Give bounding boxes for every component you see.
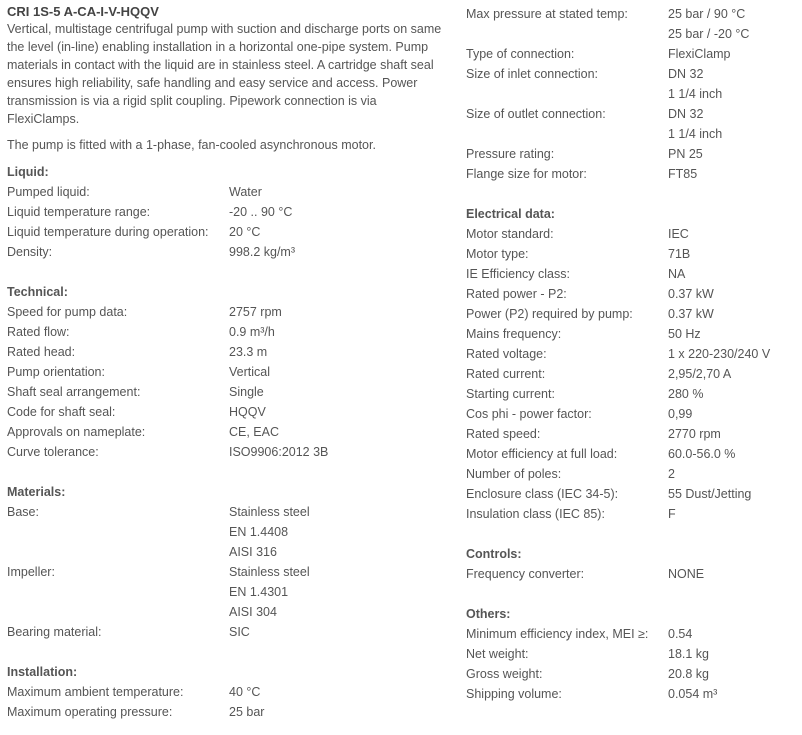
spec-value: SIC bbox=[229, 625, 250, 639]
right-spec-sections bbox=[466, 4, 796, 704]
spec-value: AISI 316 bbox=[229, 545, 277, 559]
spec-label: Rated voltage: bbox=[466, 347, 547, 361]
spec-value: 1 1/4 inch bbox=[668, 127, 723, 141]
spec-value: Stainless steel bbox=[229, 565, 310, 579]
spec-values bbox=[668, 364, 731, 384]
spec-row bbox=[7, 402, 447, 422]
spec-values bbox=[668, 164, 697, 184]
spec-values bbox=[229, 422, 279, 442]
spec-row bbox=[466, 4, 796, 44]
spec-values bbox=[668, 304, 714, 324]
spec-label: Code for shaft seal: bbox=[7, 405, 116, 419]
spec-value: 60.0-56.0 % bbox=[668, 447, 736, 461]
spec-label: Maximum ambient temperature: bbox=[7, 685, 184, 699]
spec-values bbox=[668, 104, 722, 144]
spec-row bbox=[7, 342, 447, 362]
spec-label: Motor efficiency at full load: bbox=[466, 447, 618, 461]
spec-label: Max pressure at stated temp: bbox=[466, 7, 628, 21]
spec-value: 0.54 bbox=[668, 627, 693, 641]
spec-value: Stainless steel bbox=[229, 505, 310, 519]
spec-value: FT85 bbox=[668, 167, 698, 181]
spec-row bbox=[7, 322, 447, 342]
spec-row bbox=[466, 164, 796, 184]
spec-values bbox=[668, 244, 690, 264]
spec-row bbox=[7, 702, 447, 722]
spec-row bbox=[466, 564, 796, 584]
spec-label: Insulation class (IEC 85): bbox=[466, 507, 605, 521]
spec-row bbox=[7, 302, 447, 322]
spec-value: 2757 rpm bbox=[229, 305, 282, 319]
spec-row bbox=[466, 64, 796, 104]
spec-values bbox=[668, 484, 751, 504]
spec-label: Liquid temperature during operation: bbox=[7, 225, 209, 239]
spec-row bbox=[466, 224, 796, 244]
spec-label: Maximum operating pressure: bbox=[7, 705, 173, 719]
spec-row bbox=[7, 442, 447, 462]
spec-values bbox=[668, 464, 675, 484]
spec-row bbox=[7, 382, 447, 402]
spec-row bbox=[466, 664, 796, 684]
section-spacer bbox=[7, 262, 447, 282]
spec-value: 0.9 m³/h bbox=[229, 325, 275, 339]
spec-value: 1 1/4 inch bbox=[668, 87, 723, 101]
spec-value: 280 % bbox=[668, 387, 704, 401]
spec-values bbox=[229, 362, 270, 382]
spec-label: Rated current: bbox=[466, 367, 546, 381]
spec-value: CE, EAC bbox=[229, 425, 280, 439]
spec-value: 0.37 kW bbox=[668, 307, 714, 321]
spec-values bbox=[668, 404, 692, 424]
spec-label: Speed for pump data: bbox=[7, 305, 128, 319]
spec-value: Single bbox=[229, 385, 264, 399]
spec-row bbox=[466, 324, 796, 344]
spec-value: 71B bbox=[668, 247, 691, 261]
spec-row bbox=[7, 622, 447, 642]
spec-row bbox=[7, 562, 447, 622]
spec-section bbox=[7, 642, 447, 722]
spec-value: 20.8 kg bbox=[668, 667, 710, 681]
spec-label: Net weight: bbox=[466, 647, 529, 661]
spec-label: Type of connection: bbox=[466, 47, 575, 61]
spec-values bbox=[668, 144, 703, 164]
spec-label: Curve tolerance: bbox=[7, 445, 99, 459]
spec-values bbox=[668, 444, 735, 464]
spec-value: 40 °C bbox=[229, 685, 261, 699]
spec-label: Frequency converter: bbox=[466, 567, 585, 581]
spec-value: 2,95/2,70 A bbox=[668, 367, 732, 381]
spec-values bbox=[668, 684, 717, 704]
spec-row bbox=[7, 202, 447, 222]
spec-values bbox=[668, 324, 701, 344]
spec-values bbox=[668, 264, 685, 284]
spec-value: 20 °C bbox=[229, 225, 261, 239]
spec-values bbox=[229, 182, 262, 202]
section-heading: Technical: bbox=[7, 285, 68, 299]
spec-label: Rated speed: bbox=[466, 427, 541, 441]
spec-label: Motor type: bbox=[466, 247, 529, 261]
spec-values bbox=[229, 682, 260, 702]
section-heading: Controls: bbox=[466, 547, 522, 561]
spec-values bbox=[229, 202, 292, 222]
spec-row bbox=[466, 684, 796, 704]
spec-section bbox=[466, 584, 796, 704]
spec-value: 0.054 m³ bbox=[668, 687, 718, 701]
spec-label: Pumped liquid: bbox=[7, 185, 90, 199]
spec-section bbox=[466, 184, 796, 524]
spec-value: HQQV bbox=[229, 405, 266, 419]
spec-label: Number of poles: bbox=[466, 467, 562, 481]
spec-values bbox=[229, 302, 282, 322]
spec-values bbox=[668, 664, 709, 684]
spec-row bbox=[466, 404, 796, 424]
spec-value: 50 Hz bbox=[668, 327, 701, 341]
spec-values bbox=[668, 4, 749, 44]
section-spacer bbox=[466, 184, 796, 204]
spec-value: EN 1.4408 bbox=[229, 525, 289, 539]
spec-value: 2 bbox=[668, 467, 675, 481]
spec-values bbox=[668, 344, 770, 364]
spec-label: Gross weight: bbox=[466, 667, 543, 681]
spec-label: Bearing material: bbox=[7, 625, 102, 639]
spec-section bbox=[466, 524, 796, 584]
spec-row bbox=[466, 484, 796, 504]
spec-label: IE Efficiency class: bbox=[466, 267, 570, 281]
spec-row bbox=[7, 362, 447, 382]
spec-value: 18.1 kg bbox=[668, 647, 710, 661]
left-spec-sections bbox=[7, 162, 447, 722]
spec-label: Pressure rating: bbox=[466, 147, 555, 161]
spec-row bbox=[7, 222, 447, 242]
right-column bbox=[466, 4, 796, 704]
spec-values bbox=[229, 242, 295, 262]
spec-label: Rated flow: bbox=[7, 325, 70, 339]
section-spacer bbox=[466, 524, 796, 544]
spec-label: Rated head: bbox=[7, 345, 76, 359]
spec-label: Pump orientation: bbox=[7, 365, 105, 379]
spec-values bbox=[668, 44, 731, 64]
spec-values bbox=[668, 284, 714, 304]
spec-row bbox=[7, 242, 447, 262]
spec-label: Impeller: bbox=[7, 565, 55, 579]
spec-value: NONE bbox=[668, 567, 705, 581]
section-spacer bbox=[466, 584, 796, 604]
spec-value: 998.2 kg/m³ bbox=[229, 245, 296, 259]
spec-label: Minimum efficiency index, MEI ≥: bbox=[466, 627, 649, 641]
spec-value: DN 32 bbox=[668, 67, 704, 81]
spec-label: Approvals on nameplate: bbox=[7, 425, 146, 439]
spec-value: AISI 304 bbox=[229, 605, 277, 619]
spec-label: Motor standard: bbox=[466, 227, 554, 241]
spec-row bbox=[7, 422, 447, 442]
spec-row bbox=[466, 244, 796, 264]
section-heading: Electrical data: bbox=[466, 207, 555, 221]
section-spacer bbox=[7, 642, 447, 662]
spec-label: Enclosure class (IEC 34-5): bbox=[466, 487, 619, 501]
spec-section bbox=[7, 262, 447, 462]
spec-values bbox=[668, 644, 709, 664]
spec-row bbox=[466, 304, 796, 324]
spec-row bbox=[466, 284, 796, 304]
spec-label: Size of outlet connection: bbox=[466, 107, 606, 121]
spec-row bbox=[466, 144, 796, 164]
section-heading: Installation: bbox=[7, 665, 78, 679]
section-heading: Others: bbox=[466, 607, 511, 621]
spec-values bbox=[229, 502, 310, 562]
spec-label: Flange size for motor: bbox=[466, 167, 587, 181]
spec-values bbox=[229, 402, 266, 422]
spec-values bbox=[229, 222, 260, 242]
section-heading: Materials: bbox=[7, 485, 66, 499]
spec-label: Density: bbox=[7, 245, 53, 259]
spec-value: 1 x 220-230/240 V bbox=[668, 347, 771, 361]
spec-row bbox=[466, 424, 796, 444]
spec-value: 0.37 kW bbox=[668, 287, 714, 301]
spec-row bbox=[466, 444, 796, 464]
spec-values bbox=[229, 342, 267, 362]
spec-label: Size of inlet connection: bbox=[466, 67, 599, 81]
spec-row bbox=[466, 624, 796, 644]
spec-value: FlexiClamp bbox=[668, 47, 731, 61]
spec-value: Water bbox=[229, 185, 262, 199]
spec-row bbox=[466, 504, 796, 524]
spec-row bbox=[7, 682, 447, 702]
spec-label: Power (P2) required by pump: bbox=[466, 307, 633, 321]
left-column bbox=[7, 4, 447, 722]
spec-value: 23.3 m bbox=[229, 345, 268, 359]
spec-value: DN 32 bbox=[668, 107, 704, 121]
motor-note: The pump is fitted with a 1-phase, fan-cooled asynchronous motor. bbox=[7, 138, 376, 152]
spec-value: Vertical bbox=[229, 365, 270, 379]
spec-values bbox=[668, 224, 689, 244]
spec-values bbox=[229, 622, 250, 642]
spec-value: -20 .. 90 °C bbox=[229, 205, 293, 219]
spec-values bbox=[229, 562, 310, 622]
spec-row bbox=[7, 502, 447, 562]
spec-label: Starting current: bbox=[466, 387, 555, 401]
spec-row bbox=[7, 182, 447, 202]
spec-label: Cos phi - power factor: bbox=[466, 407, 592, 421]
spec-row bbox=[466, 384, 796, 404]
spec-values bbox=[668, 64, 722, 104]
spec-values bbox=[668, 424, 721, 444]
spec-value: 25 bar / -20 °C bbox=[668, 27, 750, 41]
spec-values bbox=[668, 504, 676, 524]
spec-value: EN 1.4301 bbox=[229, 585, 289, 599]
spec-section bbox=[7, 162, 447, 262]
spec-value: 0,99 bbox=[668, 407, 693, 421]
spec-row bbox=[466, 104, 796, 144]
spec-row bbox=[466, 264, 796, 284]
spec-section bbox=[466, 4, 796, 184]
spec-values bbox=[668, 564, 704, 584]
section-spacer bbox=[7, 462, 447, 482]
spec-label: Rated power - P2: bbox=[466, 287, 567, 301]
spec-label: Liquid temperature range: bbox=[7, 205, 151, 219]
spec-value: IEC bbox=[668, 227, 689, 241]
spec-row bbox=[466, 364, 796, 384]
spec-values bbox=[668, 624, 692, 644]
spec-row bbox=[466, 44, 796, 64]
spec-label: Shipping volume: bbox=[466, 687, 562, 701]
spec-value: 25 bar bbox=[229, 705, 265, 719]
spec-value: NA bbox=[668, 267, 686, 281]
spec-row bbox=[466, 644, 796, 664]
spec-label: Mains frequency: bbox=[466, 327, 562, 341]
spec-values bbox=[229, 382, 264, 402]
spec-row bbox=[466, 464, 796, 484]
section-heading: Liquid: bbox=[7, 165, 49, 179]
spec-value: ISO9906:2012 3B bbox=[229, 445, 329, 459]
spec-section bbox=[7, 462, 447, 642]
spec-value: PN 25 bbox=[668, 147, 703, 161]
spec-value: 25 bar / 90 °C bbox=[668, 7, 746, 21]
spec-values bbox=[229, 442, 328, 462]
spec-values bbox=[229, 702, 264, 722]
spec-value: F bbox=[668, 507, 676, 521]
spec-values bbox=[668, 384, 703, 404]
product-title: CRI 1S-5 A-CA-I-V-HQQV bbox=[7, 4, 159, 19]
spec-values bbox=[229, 322, 275, 342]
spec-label: Base: bbox=[7, 505, 39, 519]
spec-row bbox=[466, 344, 796, 364]
spec-value: 55 Dust/Jetting bbox=[668, 487, 752, 501]
product-description: Vertical, multistage centrifugal pump with suction and discharge ports on same the level (in-line) enabling installation in a horizontal one-pipe system. Pump materials in contact with the liquid are in stainless steel. A cartridge shaft seal ensures high reliability, safe handling and easy service and access. Power transmission is via a rigid split coupling. Pipework connection is via FlexiClamps. bbox=[7, 22, 442, 126]
spec-value: 2770 rpm bbox=[668, 427, 721, 441]
spec-label: Shaft seal arrangement: bbox=[7, 385, 141, 399]
